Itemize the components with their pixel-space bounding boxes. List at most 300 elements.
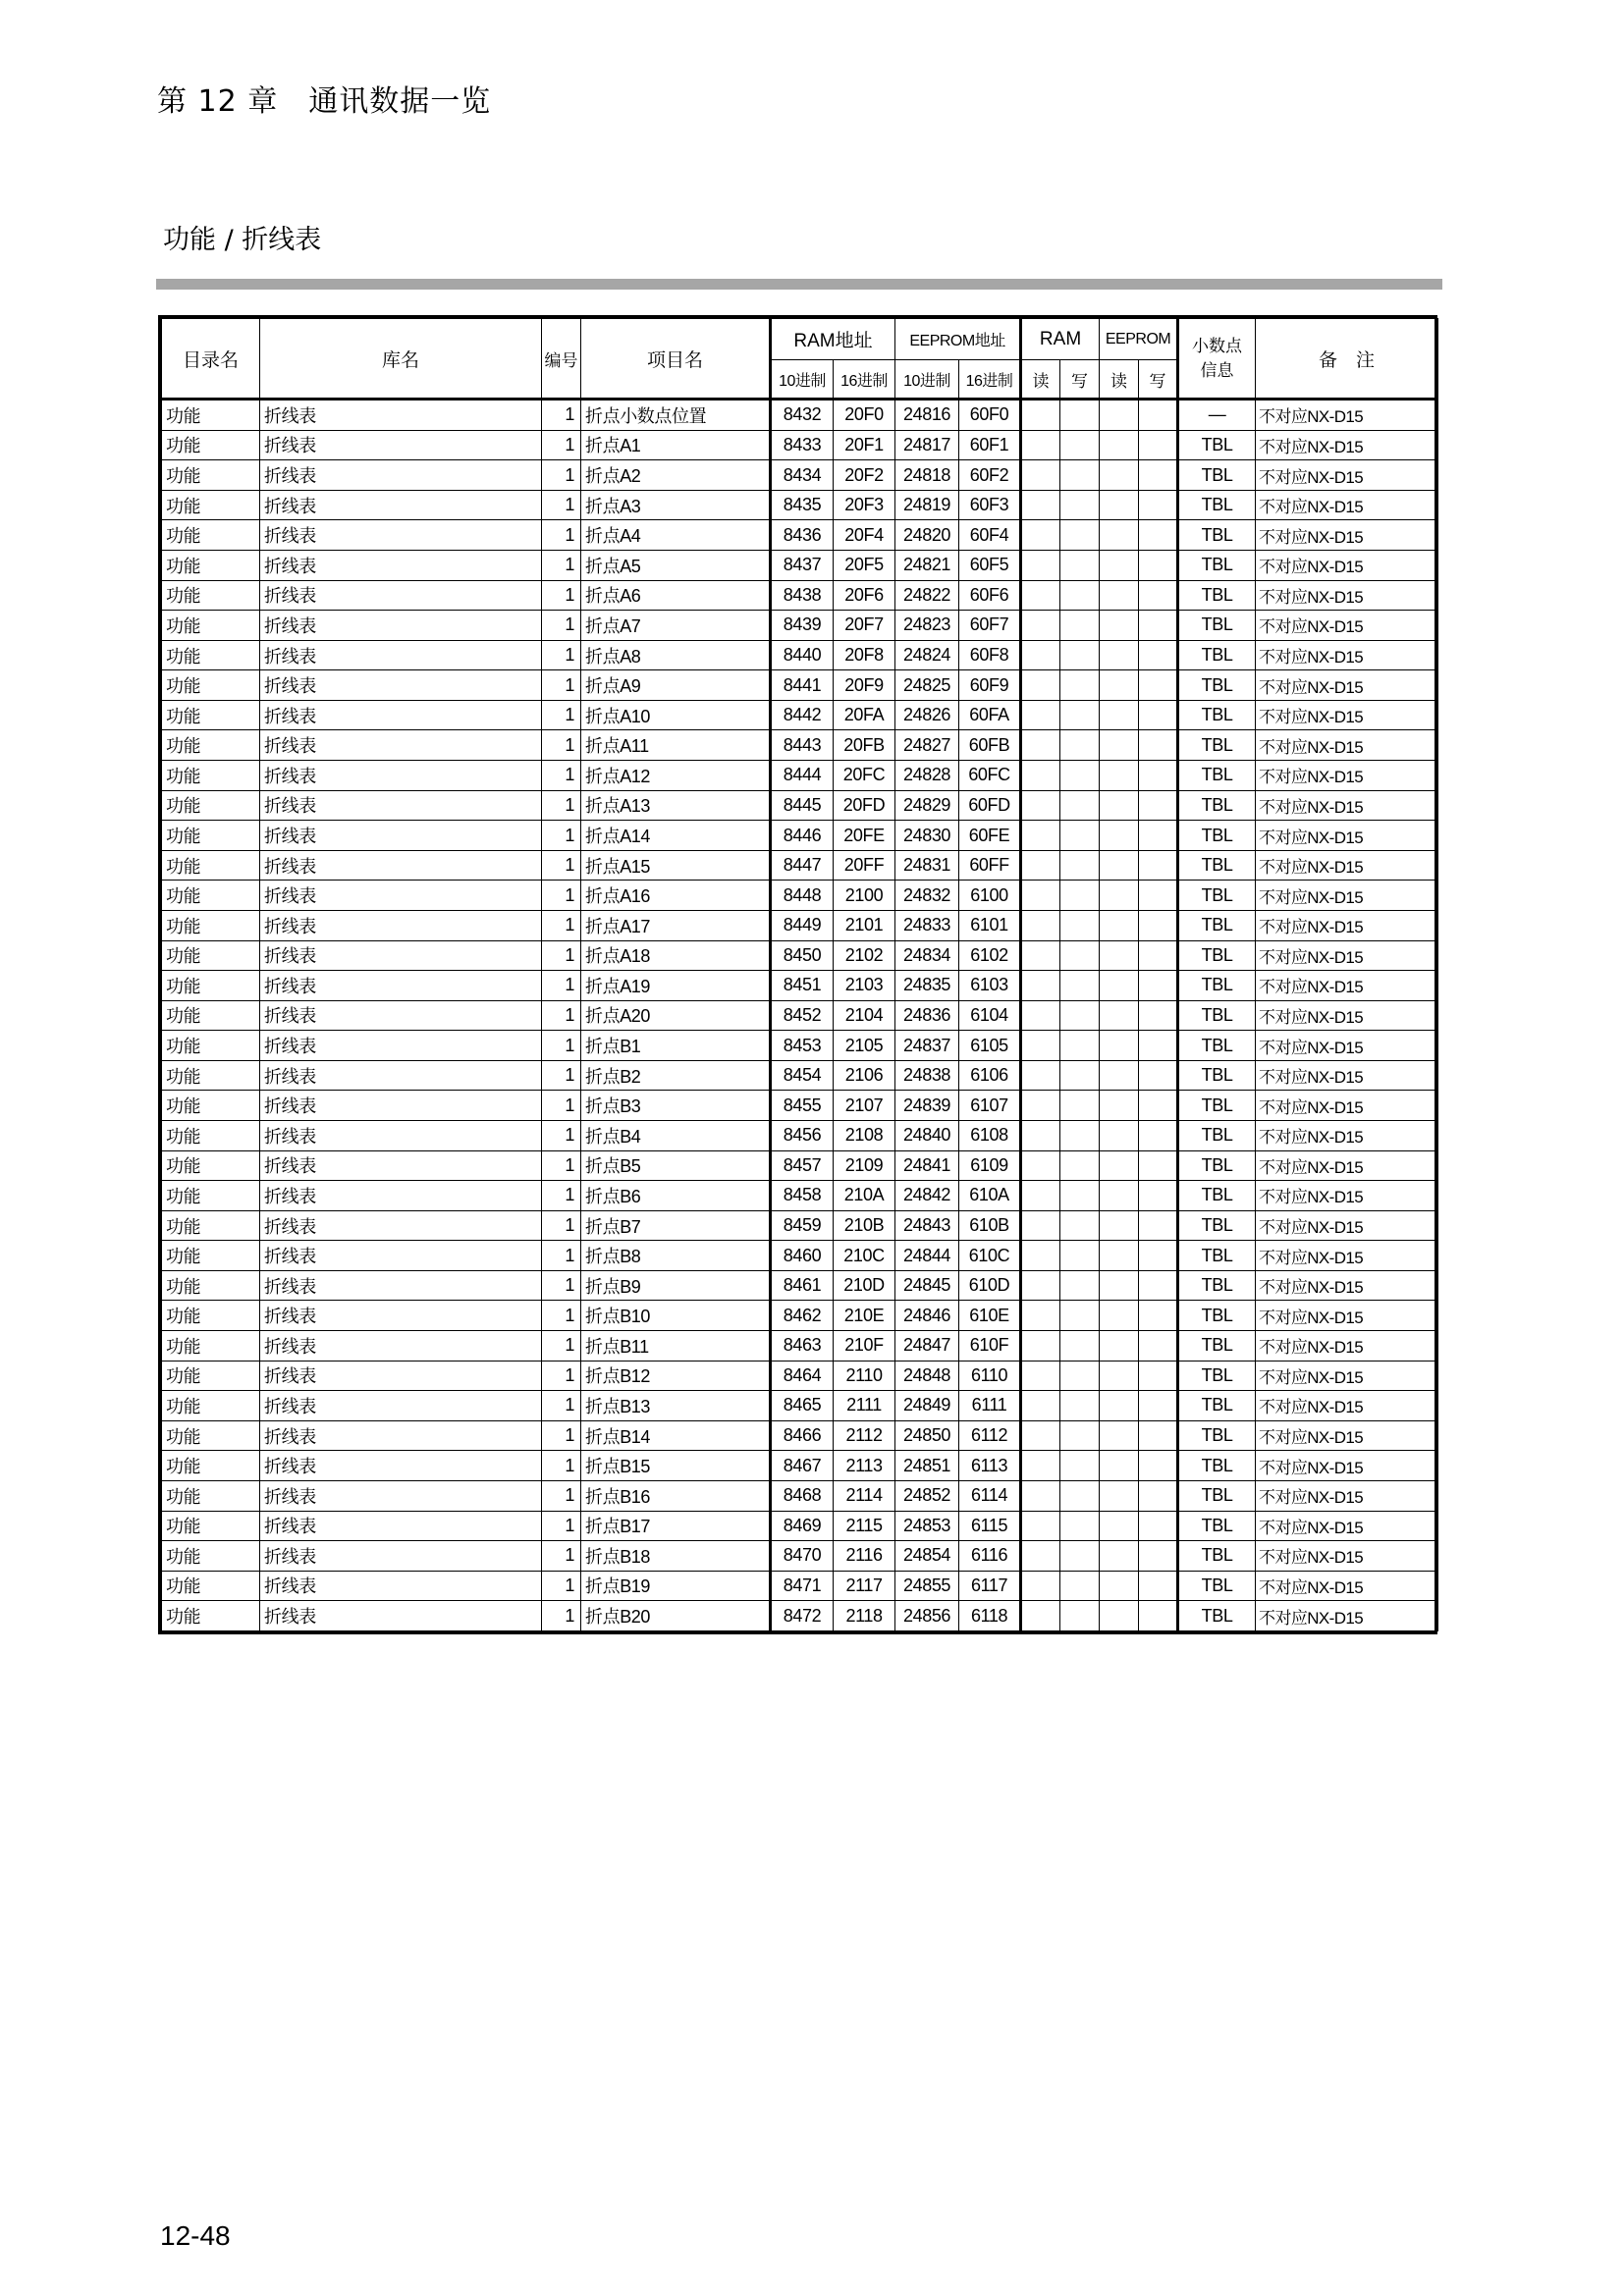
cell-decimal-info: TBL: [1178, 1361, 1256, 1391]
cell-ram-read: [1021, 1601, 1060, 1631]
cell-ram-hex: 2118: [834, 1601, 895, 1631]
cell-ram-dec: 8443: [771, 730, 834, 761]
table-row: [162, 611, 1438, 641]
cell-eeprom-hex: 60FB: [959, 730, 1021, 761]
cell-eeprom-dec: 24824: [895, 640, 959, 670]
cell-remark: 不对应NX-D15: [1256, 850, 1438, 881]
cell-ram-write: [1060, 1091, 1100, 1121]
cell-ram-read: [1021, 1270, 1060, 1301]
cell-catalog: 功能: [162, 881, 260, 911]
cell-ram-dec: 8460: [771, 1241, 834, 1271]
cell-catalog: 功能: [162, 1511, 260, 1541]
cell-ram-read: [1021, 1571, 1060, 1601]
cell-item-name: 折点B3: [581, 1091, 771, 1121]
cell-catalog: 功能: [162, 1270, 260, 1301]
cell-eeprom-read: [1100, 821, 1139, 851]
cell-eeprom-hex: 60F4: [959, 520, 1021, 551]
cell-ram-dec: 8436: [771, 520, 834, 551]
cell-catalog: 功能: [162, 551, 260, 581]
cell-eeprom-dec: 24847: [895, 1331, 959, 1362]
table-row: [162, 1601, 1438, 1631]
cell-remark: 不对应NX-D15: [1256, 1091, 1438, 1121]
cell-item-name: 折点B17: [581, 1511, 771, 1541]
cell-ram-write: [1060, 1000, 1100, 1031]
header-ram-dec: 10进制: [771, 360, 834, 400]
table-row: [162, 400, 1438, 431]
cell-eeprom-dec: 24822: [895, 580, 959, 611]
cell-ram-write: [1060, 1361, 1100, 1391]
cell-ram-read: [1021, 1181, 1060, 1211]
cell-library: 折线表: [260, 1601, 542, 1631]
cell-ram-hex: 210D: [834, 1270, 895, 1301]
cell-ram-read: [1021, 460, 1060, 491]
table-row: [162, 910, 1438, 940]
cell-remark: 不对应NX-D15: [1256, 1331, 1438, 1362]
cell-eeprom-hex: 6110: [959, 1361, 1021, 1391]
cell-library: 折线表: [260, 611, 542, 641]
cell-eeprom-dec: 24823: [895, 611, 959, 641]
cell-eeprom-hex: 60F7: [959, 611, 1021, 641]
cell-item-name: 折点B15: [581, 1451, 771, 1481]
cell-ram-write: [1060, 1210, 1100, 1241]
cell-decimal-info: TBL: [1178, 1000, 1256, 1031]
cell-remark: 不对应NX-D15: [1256, 460, 1438, 491]
cell-eeprom-write: [1139, 1091, 1178, 1121]
cell-eeprom-read: [1100, 1331, 1139, 1362]
cell-library: 折线表: [260, 1210, 542, 1241]
cell-ram-read: [1021, 821, 1060, 851]
cell-eeprom-hex: 6103: [959, 971, 1021, 1001]
table-row: [162, 1181, 1438, 1211]
cell-catalog: 功能: [162, 940, 260, 971]
cell-ram-dec: 8432: [771, 400, 834, 431]
cell-library: 折线表: [260, 1511, 542, 1541]
cell-item-name: 折点A15: [581, 850, 771, 881]
cell-remark: 不对应NX-D15: [1256, 1031, 1438, 1061]
cell-eeprom-read: [1100, 611, 1139, 641]
header-ram-write: 写: [1060, 360, 1100, 400]
cell-number: 1: [542, 761, 581, 791]
cell-eeprom-write: [1139, 1331, 1178, 1362]
cell-remark: 不对应NX-D15: [1256, 640, 1438, 670]
cell-eeprom-dec: 24817: [895, 430, 959, 460]
cell-ram-write: [1060, 910, 1100, 940]
header-eeprom-read: 读: [1100, 360, 1139, 400]
cell-eeprom-read: [1100, 850, 1139, 881]
cell-ram-hex: 210A: [834, 1181, 895, 1211]
cell-ram-dec: 8437: [771, 551, 834, 581]
table-row: [162, 490, 1438, 520]
table-row: [162, 1000, 1438, 1031]
cell-library: 折线表: [260, 1571, 542, 1601]
cell-eeprom-read: [1100, 1181, 1139, 1211]
cell-eeprom-hex: 610D: [959, 1270, 1021, 1301]
cell-remark: 不对应NX-D15: [1256, 1361, 1438, 1391]
cell-item-name: 折点B8: [581, 1241, 771, 1271]
cell-eeprom-write: [1139, 1241, 1178, 1271]
cell-remark: 不对应NX-D15: [1256, 700, 1438, 730]
cell-eeprom-write: [1139, 940, 1178, 971]
cell-eeprom-write: [1139, 520, 1178, 551]
cell-eeprom-read: [1100, 1000, 1139, 1031]
cell-ram-read: [1021, 520, 1060, 551]
cell-ram-read: [1021, 1541, 1060, 1572]
cell-remark: 不对应NX-D15: [1256, 520, 1438, 551]
cell-ram-read: [1021, 1060, 1060, 1091]
cell-eeprom-dec: 24832: [895, 881, 959, 911]
cell-ram-read: [1021, 1420, 1060, 1451]
table-container: [158, 315, 1437, 1634]
cell-eeprom-dec: 24825: [895, 670, 959, 701]
cell-catalog: 功能: [162, 1031, 260, 1061]
cell-ram-write: [1060, 1480, 1100, 1511]
cell-ram-hex: 20F8: [834, 640, 895, 670]
cell-ram-write: [1060, 400, 1100, 431]
cell-eeprom-dec: 24853: [895, 1511, 959, 1541]
cell-ram-dec: 8442: [771, 700, 834, 730]
cell-eeprom-hex: 60F9: [959, 670, 1021, 701]
cell-item-name: 折点A20: [581, 1000, 771, 1031]
cell-item-name: 折点B7: [581, 1210, 771, 1241]
cell-number: 1: [542, 1060, 581, 1091]
cell-ram-read: [1021, 881, 1060, 911]
cell-item-name: 折点A12: [581, 761, 771, 791]
header-eeprom-dec: 10进制: [895, 360, 959, 400]
cell-eeprom-write: [1139, 551, 1178, 581]
cell-number: 1: [542, 460, 581, 491]
cell-ram-hex: 2105: [834, 1031, 895, 1061]
cell-eeprom-write: [1139, 821, 1178, 851]
cell-remark: 不对应NX-D15: [1256, 1121, 1438, 1151]
table-row: [162, 730, 1438, 761]
cell-eeprom-dec: 24833: [895, 910, 959, 940]
cell-eeprom-hex: 60FD: [959, 790, 1021, 821]
cell-eeprom-read: [1100, 910, 1139, 940]
cell-eeprom-read: [1100, 430, 1139, 460]
cell-eeprom-write: [1139, 700, 1178, 730]
cell-catalog: 功能: [162, 1210, 260, 1241]
cell-ram-dec: 8440: [771, 640, 834, 670]
cell-eeprom-read: [1100, 1511, 1139, 1541]
cell-ram-dec: 8435: [771, 490, 834, 520]
cell-ram-write: [1060, 1301, 1100, 1331]
cell-item-name: 折点小数点位置: [581, 400, 771, 431]
table-row: [162, 1391, 1438, 1421]
cell-decimal-info: TBL: [1178, 1091, 1256, 1121]
cell-catalog: 功能: [162, 520, 260, 551]
cell-catalog: 功能: [162, 761, 260, 791]
cell-eeprom-read: [1100, 520, 1139, 551]
cell-eeprom-read: [1100, 1270, 1139, 1301]
cell-number: 1: [542, 1270, 581, 1301]
header-item: 项目名: [581, 319, 771, 400]
cell-decimal-info: TBL: [1178, 1601, 1256, 1631]
cell-ram-hex: 2112: [834, 1420, 895, 1451]
table-row: [162, 1331, 1438, 1362]
cell-eeprom-read: [1100, 1210, 1139, 1241]
cell-catalog: 功能: [162, 460, 260, 491]
cell-library: 折线表: [260, 1541, 542, 1572]
cell-eeprom-hex: 6104: [959, 1000, 1021, 1031]
cell-number: 1: [542, 971, 581, 1001]
cell-ram-write: [1060, 640, 1100, 670]
cell-library: 折线表: [260, 1361, 542, 1391]
cell-eeprom-dec: 24827: [895, 730, 959, 761]
cell-eeprom-dec: 24818: [895, 460, 959, 491]
cell-ram-dec: 8457: [771, 1150, 834, 1181]
cell-ram-dec: 8452: [771, 1000, 834, 1031]
cell-eeprom-dec: 24844: [895, 1241, 959, 1271]
cell-eeprom-read: [1100, 1121, 1139, 1151]
cell-eeprom-write: [1139, 761, 1178, 791]
cell-catalog: 功能: [162, 1000, 260, 1031]
header-ram-address: RAM地址: [771, 319, 895, 360]
cell-ram-write: [1060, 430, 1100, 460]
cell-catalog: 功能: [162, 430, 260, 460]
cell-eeprom-write: [1139, 971, 1178, 1001]
cell-item-name: 折点A14: [581, 821, 771, 851]
cell-eeprom-read: [1100, 1241, 1139, 1271]
cell-ram-write: [1060, 460, 1100, 491]
cell-ram-read: [1021, 971, 1060, 1001]
cell-decimal-info: TBL: [1178, 430, 1256, 460]
cell-eeprom-dec: 24846: [895, 1301, 959, 1331]
cell-remark: 不对应NX-D15: [1256, 940, 1438, 971]
cell-library: 折线表: [260, 1150, 542, 1181]
cell-remark: 不对应NX-D15: [1256, 1480, 1438, 1511]
cell-ram-dec: 8456: [771, 1121, 834, 1151]
cell-number: 1: [542, 1451, 581, 1481]
cell-number: 1: [542, 1571, 581, 1601]
cell-ram-hex: 20F9: [834, 670, 895, 701]
cell-ram-dec: 8461: [771, 1270, 834, 1301]
cell-number: 1: [542, 1091, 581, 1121]
cell-eeprom-hex: 6101: [959, 910, 1021, 940]
cell-ram-write: [1060, 940, 1100, 971]
cell-library: 折线表: [260, 1420, 542, 1451]
cell-catalog: 功能: [162, 1480, 260, 1511]
cell-library: 折线表: [260, 580, 542, 611]
cell-eeprom-dec: 24849: [895, 1391, 959, 1421]
cell-ram-dec: 8459: [771, 1210, 834, 1241]
cell-remark: 不对应NX-D15: [1256, 881, 1438, 911]
cell-number: 1: [542, 1361, 581, 1391]
cell-item-name: 折点B2: [581, 1060, 771, 1091]
cell-ram-write: [1060, 850, 1100, 881]
cell-eeprom-write: [1139, 430, 1178, 460]
cell-library: 折线表: [260, 1331, 542, 1362]
cell-decimal-info: TBL: [1178, 1181, 1256, 1211]
cell-eeprom-hex: 6100: [959, 881, 1021, 911]
cell-eeprom-hex: 610C: [959, 1241, 1021, 1271]
cell-item-name: 折点A17: [581, 910, 771, 940]
cell-eeprom-read: [1100, 1301, 1139, 1331]
cell-ram-read: [1021, 1000, 1060, 1031]
cell-eeprom-write: [1139, 1060, 1178, 1091]
cell-ram-write: [1060, 551, 1100, 581]
cell-ram-read: [1021, 1480, 1060, 1511]
cell-catalog: 功能: [162, 640, 260, 670]
cell-ram-write: [1060, 761, 1100, 791]
cell-eeprom-dec: 24826: [895, 700, 959, 730]
cell-catalog: 功能: [162, 1451, 260, 1481]
cell-library: 折线表: [260, 850, 542, 881]
cell-library: 折线表: [260, 670, 542, 701]
cell-ram-dec: 8447: [771, 850, 834, 881]
cell-library: 折线表: [260, 971, 542, 1001]
cell-eeprom-dec: 24816: [895, 400, 959, 431]
cell-eeprom-write: [1139, 1420, 1178, 1451]
cell-ram-write: [1060, 790, 1100, 821]
cell-eeprom-dec: 24852: [895, 1480, 959, 1511]
cell-ram-write: [1060, 1181, 1100, 1211]
cell-ram-dec: 8449: [771, 910, 834, 940]
cell-eeprom-hex: 60F3: [959, 490, 1021, 520]
header-decimal-info: 小数点 信息: [1178, 319, 1256, 400]
cell-item-name: 折点B14: [581, 1420, 771, 1451]
cell-eeprom-dec: 24841: [895, 1150, 959, 1181]
cell-remark: 不对应NX-D15: [1256, 1571, 1438, 1601]
cell-ram-dec: 8458: [771, 1181, 834, 1211]
chapter-title: 第 12 章 通讯数据一览: [157, 84, 492, 119]
cell-remark: 不对应NX-D15: [1256, 430, 1438, 460]
cell-remark: 不对应NX-D15: [1256, 730, 1438, 761]
cell-number: 1: [542, 1241, 581, 1271]
cell-remark: 不对应NX-D15: [1256, 971, 1438, 1001]
cell-ram-read: [1021, 1241, 1060, 1271]
cell-number: 1: [542, 1000, 581, 1031]
cell-ram-hex: 2101: [834, 910, 895, 940]
cell-item-name: 折点A4: [581, 520, 771, 551]
cell-decimal-info: TBL: [1178, 940, 1256, 971]
cell-eeprom-write: [1139, 670, 1178, 701]
cell-ram-read: [1021, 1210, 1060, 1241]
cell-eeprom-hex: 60FF: [959, 850, 1021, 881]
cell-eeprom-write: [1139, 790, 1178, 821]
cell-ram-write: [1060, 1541, 1100, 1572]
cell-catalog: 功能: [162, 1601, 260, 1631]
cell-eeprom-write: [1139, 1121, 1178, 1151]
cell-ram-dec: 8441: [771, 670, 834, 701]
cell-decimal-info: —: [1178, 400, 1256, 431]
cell-item-name: 折点B4: [581, 1121, 771, 1151]
cell-library: 折线表: [260, 1000, 542, 1031]
cell-library: 折线表: [260, 1480, 542, 1511]
cell-ram-write: [1060, 611, 1100, 641]
cell-catalog: 功能: [162, 400, 260, 431]
cell-eeprom-hex: 6106: [959, 1060, 1021, 1091]
header-eeprom-address: EEPROM地址: [895, 319, 1021, 360]
cell-remark: 不对应NX-D15: [1256, 1511, 1438, 1541]
cell-item-name: 折点B6: [581, 1181, 771, 1211]
cell-eeprom-hex: 60F1: [959, 430, 1021, 460]
cell-library: 折线表: [260, 460, 542, 491]
cell-remark: 不对应NX-D15: [1256, 1270, 1438, 1301]
table-row: [162, 1511, 1438, 1541]
cell-item-name: 折点A3: [581, 490, 771, 520]
cell-item-name: 折点B5: [581, 1150, 771, 1181]
cell-decimal-info: TBL: [1178, 1420, 1256, 1451]
cell-eeprom-dec: 24854: [895, 1541, 959, 1572]
header-remarks: 备 注: [1256, 319, 1438, 400]
cell-eeprom-write: [1139, 400, 1178, 431]
cell-library: 折线表: [260, 1181, 542, 1211]
cell-library: 折线表: [260, 551, 542, 581]
cell-eeprom-write: [1139, 460, 1178, 491]
cell-ram-hex: 2109: [834, 1150, 895, 1181]
table-row: [162, 1361, 1438, 1391]
cell-eeprom-write: [1139, 1210, 1178, 1241]
cell-remark: 不对应NX-D15: [1256, 1241, 1438, 1271]
cell-catalog: 功能: [162, 611, 260, 641]
header-catalog: 目录名: [162, 319, 260, 400]
cell-ram-read: [1021, 1331, 1060, 1362]
cell-number: 1: [542, 520, 581, 551]
cell-number: 1: [542, 1301, 581, 1331]
cell-catalog: 功能: [162, 1301, 260, 1331]
table-row: [162, 1241, 1438, 1271]
cell-remark: 不对应NX-D15: [1256, 670, 1438, 701]
cell-eeprom-write: [1139, 730, 1178, 761]
cell-decimal-info: TBL: [1178, 910, 1256, 940]
cell-eeprom-read: [1100, 730, 1139, 761]
cell-eeprom-dec: 24838: [895, 1060, 959, 1091]
cell-eeprom-hex: 610B: [959, 1210, 1021, 1241]
cell-item-name: 折点A6: [581, 580, 771, 611]
cell-catalog: 功能: [162, 700, 260, 730]
table-row: [162, 1210, 1438, 1241]
cell-ram-dec: 8434: [771, 460, 834, 491]
cell-decimal-info: TBL: [1178, 1511, 1256, 1541]
cell-eeprom-dec: 24848: [895, 1361, 959, 1391]
cell-ram-read: [1021, 1031, 1060, 1061]
cell-eeprom-dec: 24819: [895, 490, 959, 520]
cell-eeprom-read: [1100, 640, 1139, 670]
cell-ram-hex: 2104: [834, 1000, 895, 1031]
cell-item-name: 折点A1: [581, 430, 771, 460]
cell-ram-read: [1021, 910, 1060, 940]
table-row: [162, 971, 1438, 1001]
cell-ram-write: [1060, 670, 1100, 701]
cell-eeprom-hex: 6118: [959, 1601, 1021, 1631]
cell-eeprom-read: [1100, 1091, 1139, 1121]
cell-decimal-info: TBL: [1178, 1451, 1256, 1481]
cell-item-name: 折点B1: [581, 1031, 771, 1061]
cell-ram-hex: 20F7: [834, 611, 895, 641]
cell-number: 1: [542, 1210, 581, 1241]
cell-library: 折线表: [260, 881, 542, 911]
cell-ram-dec: 8467: [771, 1451, 834, 1481]
cell-number: 1: [542, 700, 581, 730]
cell-remark: 不对应NX-D15: [1256, 490, 1438, 520]
cell-library: 折线表: [260, 910, 542, 940]
cell-catalog: 功能: [162, 1181, 260, 1211]
cell-catalog: 功能: [162, 580, 260, 611]
cell-ram-dec: 8453: [771, 1031, 834, 1061]
cell-item-name: 折点A16: [581, 881, 771, 911]
cell-decimal-info: TBL: [1178, 730, 1256, 761]
cell-catalog: 功能: [162, 1420, 260, 1451]
cell-ram-write: [1060, 730, 1100, 761]
cell-decimal-info: TBL: [1178, 1541, 1256, 1572]
cell-ram-dec: 8433: [771, 430, 834, 460]
cell-eeprom-write: [1139, 1270, 1178, 1301]
cell-eeprom-hex: 6102: [959, 940, 1021, 971]
cell-eeprom-read: [1100, 940, 1139, 971]
cell-ram-hex: 20F6: [834, 580, 895, 611]
cell-eeprom-write: [1139, 881, 1178, 911]
table-row: [162, 1060, 1438, 1091]
